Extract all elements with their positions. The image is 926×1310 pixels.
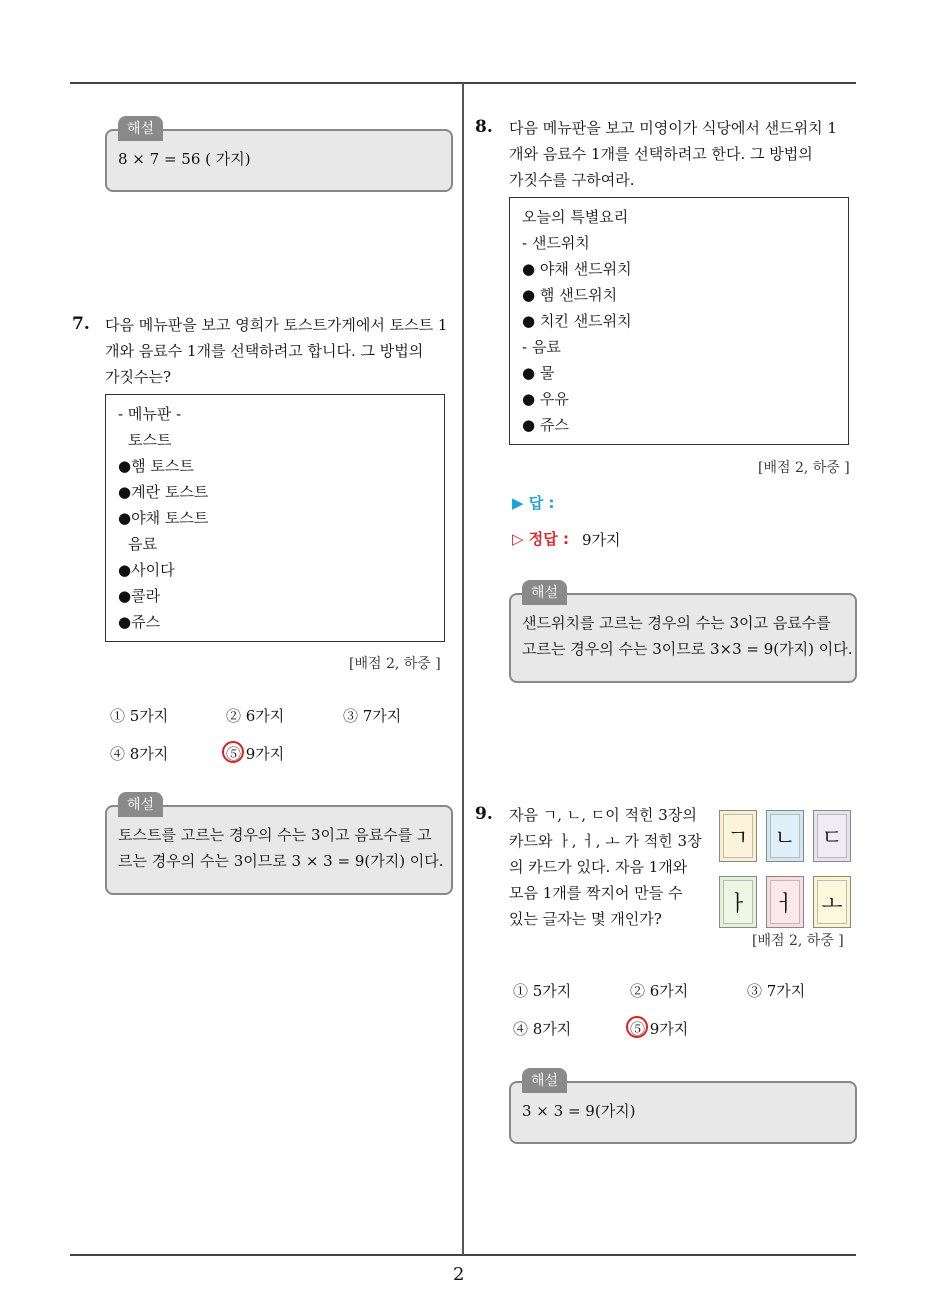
- card-vowel-eo: ㅓ: [766, 876, 804, 928]
- question-line: 모음 1개를 짝지어 만들 수: [509, 884, 683, 902]
- menu-item: ●야채 토스트: [118, 509, 209, 527]
- menu-item: 토스트: [128, 431, 172, 449]
- menu-board: [105, 394, 445, 642]
- choice-2[interactable]: ② 6가지: [630, 982, 689, 1000]
- menu-item: ●햄 토스트: [118, 457, 194, 475]
- question-text: [509, 802, 702, 932]
- question-line: 다음 메뉴판을 보고 미영이가 식당에서 샌드위치 1: [509, 119, 837, 137]
- menu-item: ●콜라: [118, 587, 161, 605]
- answer-label: ▶ 답 :: [512, 494, 555, 512]
- menu-item: 오늘의 특별요리: [522, 208, 629, 226]
- solution-line: 토스트를 고르는 경우의 수는 3이고 음료수를 고: [118, 826, 432, 844]
- menu-item: ●사이다: [118, 561, 175, 579]
- correct-answer-value: 9가지: [582, 531, 621, 549]
- score-meta: [배점 2, 하중 ]: [349, 656, 441, 672]
- solution-line: 고르는 경우의 수는 3이므로 3×3 = 9(가지) 이다.: [522, 640, 853, 658]
- choice-2[interactable]: ② 6가지: [226, 707, 285, 725]
- card-consonant-giyeok: ㄱ: [719, 810, 757, 862]
- solution-text: [522, 610, 853, 662]
- solution-text: [118, 822, 444, 874]
- choice-3[interactable]: ③ 7가지: [747, 982, 806, 1000]
- question-line: 카드와 ㅏ, ㅓ, ㅗ 가 적힌 3장: [509, 832, 702, 850]
- choice-4[interactable]: ④ 8가지: [513, 1020, 572, 1038]
- card-vowel-o: ㅗ: [813, 876, 851, 928]
- question-number: 8.: [475, 117, 493, 137]
- card-vowel-a: ㅏ: [719, 876, 757, 928]
- choice-1[interactable]: ① 5가지: [513, 982, 572, 1000]
- menu-item: - 샌드위치: [522, 234, 590, 252]
- question-text: [509, 115, 837, 193]
- menu-item: 음료: [128, 535, 157, 553]
- menu-item: ●쥬스: [118, 613, 161, 631]
- menu-item: - 음료: [522, 338, 561, 356]
- menu-item: - 메뉴판 -: [118, 405, 182, 423]
- solution-tag: 해설: [522, 580, 567, 605]
- page-number: 2: [453, 1264, 465, 1285]
- menu-item: ● 야채 샌드위치: [522, 260, 632, 278]
- question-line: 가짓수를 구하여라.: [509, 171, 635, 189]
- choice-4[interactable]: ④ 8가지: [110, 745, 169, 763]
- choice-5[interactable]: ⑤ 9가지: [630, 1020, 689, 1038]
- question-line: 자음 ㄱ, ㄴ, ㄷ이 적힌 3장의: [509, 806, 697, 824]
- score-meta: [배점 2, 하중 ]: [758, 460, 850, 476]
- menu-item: ● 우유: [522, 390, 569, 408]
- menu-item: ● 치킨 샌드위치: [522, 312, 632, 330]
- question-line: 가짓수는?: [105, 368, 172, 386]
- menu-item: ● 햄 샌드위치: [522, 286, 618, 304]
- choice-5[interactable]: ⑤ 9가지: [226, 745, 285, 763]
- menu-item: ● 쥬스: [522, 416, 569, 434]
- card-consonant-digeut: ㄷ: [813, 810, 851, 862]
- solution-tag: 해설: [118, 792, 163, 817]
- question-text: [105, 312, 447, 390]
- correct-answer-circle: [626, 1016, 648, 1038]
- card-consonant-nieun: ㄴ: [766, 810, 804, 862]
- solution-tag: 해설: [522, 1068, 567, 1093]
- question-number: 9.: [475, 804, 493, 824]
- solution-line: 르는 경우의 수는 3이므로 3 × 3 = 9(가지) 이다.: [118, 852, 444, 870]
- correct-answer-label: ▷ 정답 :: [512, 530, 569, 548]
- question-line: 있는 글자는 몇 개인가?: [509, 910, 662, 928]
- menu-item: ● 물: [522, 364, 555, 382]
- menu-item: ●계란 토스트: [118, 483, 209, 501]
- column-divider: [462, 83, 464, 1255]
- menu-board: [509, 197, 849, 445]
- score-meta: [배점 2, 하중 ]: [752, 933, 844, 949]
- solution-text: 8 × 7 = 56 ( 가지): [118, 150, 251, 168]
- question-line: 다음 메뉴판을 보고 영희가 토스트가게에서 토스트 1: [105, 316, 448, 334]
- choice-3[interactable]: ③ 7가지: [343, 707, 402, 725]
- solution-text: 3 × 3 = 9(가지): [522, 1102, 636, 1120]
- question-line: 개와 음료수 1개를 선택하려고 한다. 그 방법의: [509, 145, 813, 163]
- question-number: 7.: [72, 314, 90, 334]
- solution-line: 샌드위치를 고르는 경우의 수는 3이고 음료수를: [522, 614, 831, 632]
- solution-tag: 해설: [118, 116, 163, 141]
- correct-answer-circle: [222, 741, 244, 763]
- choice-1[interactable]: ① 5가지: [110, 707, 169, 725]
- question-line: 의 카드가 있다. 자음 1개와: [509, 858, 688, 876]
- question-line: 개와 음료수 1개를 선택하려고 합니다. 그 방법의: [105, 342, 424, 360]
